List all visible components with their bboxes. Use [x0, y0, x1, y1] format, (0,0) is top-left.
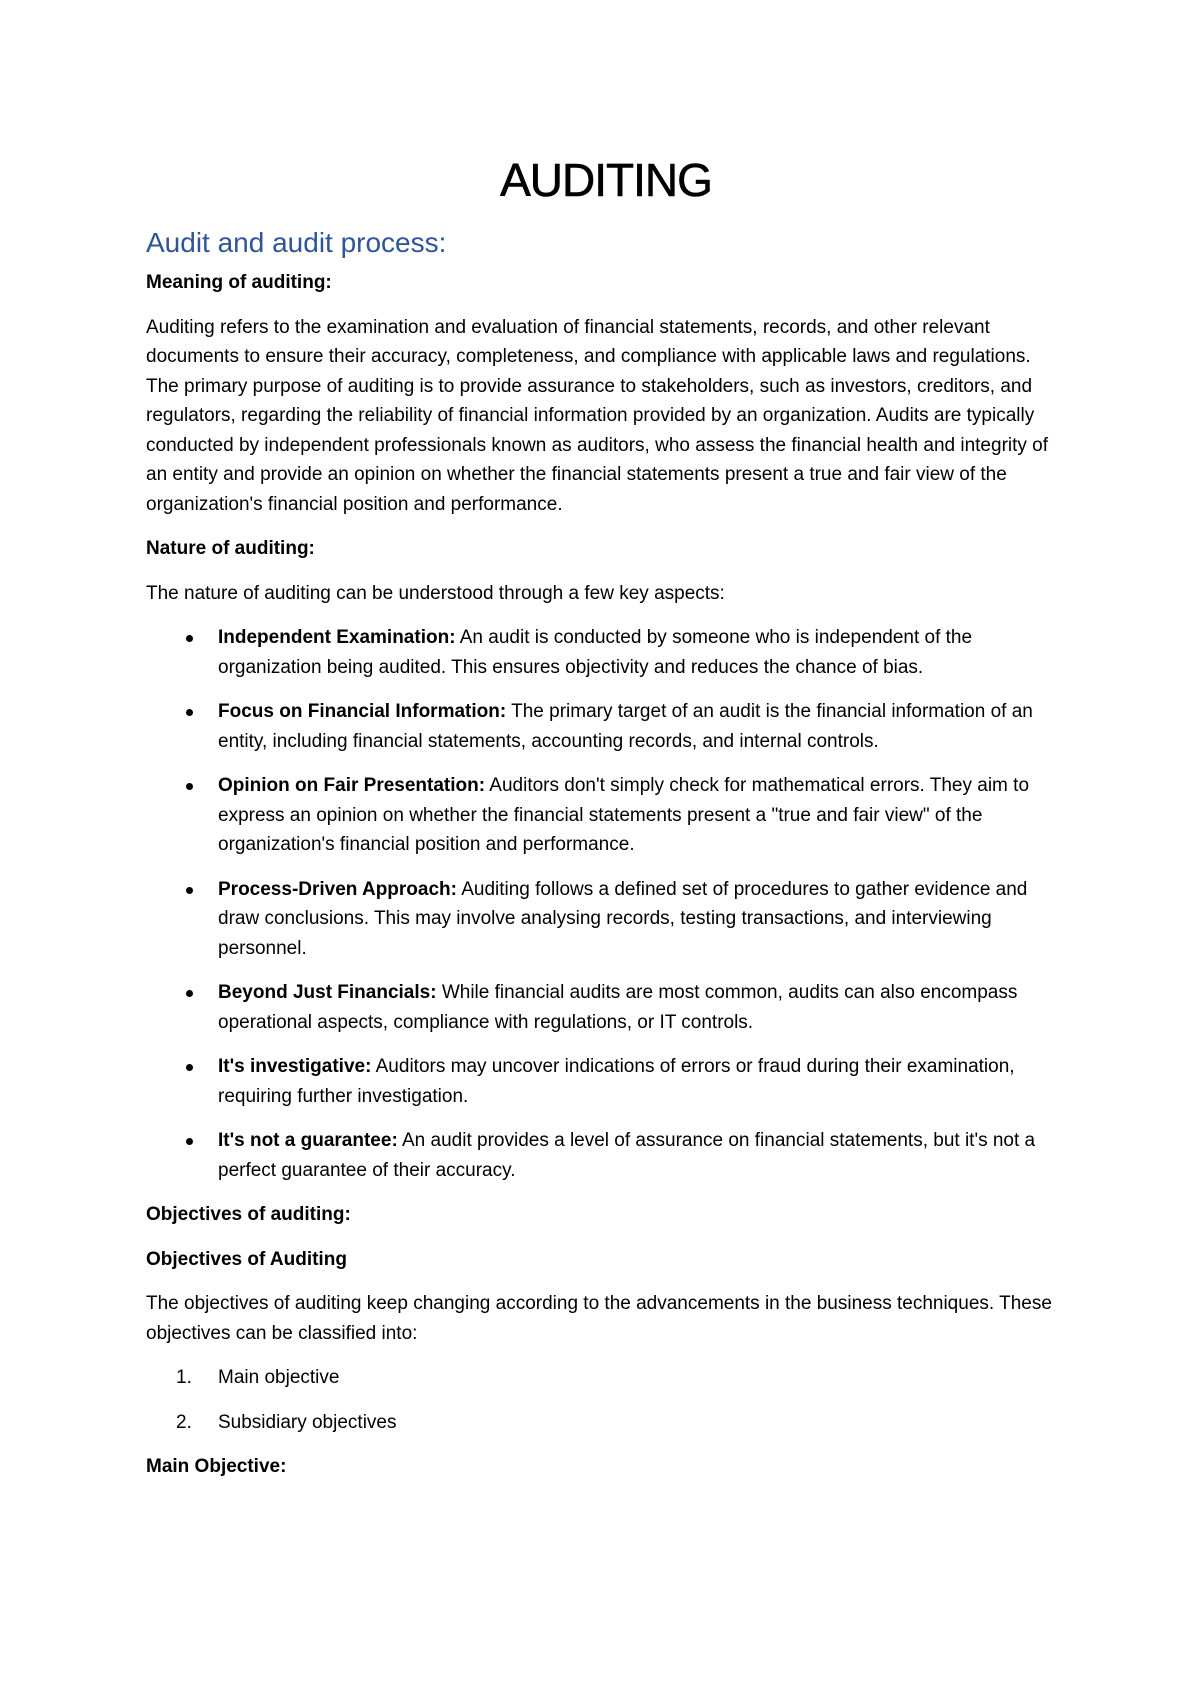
- nature-heading: Nature of auditing:: [146, 538, 315, 559]
- bullet-icon: [186, 990, 193, 997]
- list-item: [146, 875, 1066, 964]
- bullet-icon: [186, 709, 193, 716]
- aspect-text: Auditors may uncover indications of errors or fraud during their examination, requiring further investigation.: [218, 1056, 1015, 1107]
- bullet-icon: [186, 635, 193, 642]
- list-item: [146, 697, 1066, 756]
- list-number: 2.: [176, 1411, 192, 1433]
- list-item: [146, 1408, 1066, 1438]
- meaning-heading: Meaning of auditing:: [146, 272, 332, 293]
- aspect-text: An audit provides a level of assurance on financial statements, but it's not a perfect guarantee of their accuracy.: [218, 1130, 1036, 1181]
- document-title: AUDITING: [500, 154, 712, 206]
- objectives-paragraph: The objectives of auditing keep changing according to the advancements in the business techniques. These objectives can be classified into:: [146, 1293, 1052, 1344]
- section-heading-audit-process: Audit and audit process:: [146, 227, 447, 258]
- aspect-term: It's investigative:: [218, 1056, 372, 1077]
- aspect-text: The primary target of an audit is the financial information of an entity, including financial statements, accounting records, and internal controls.: [218, 701, 1033, 752]
- nature-intro: The nature of auditing can be understood through a few key aspects:: [146, 582, 725, 604]
- aspect-term: Focus on Financial Information:: [218, 701, 507, 722]
- document-body: [146, 150, 1066, 1497]
- aspect-text: Auditors don't simply check for mathematical errors. They aim to express an opinion on whether the financial statements present a "true and fair view" of the organization's financial position and performance.: [218, 775, 1030, 855]
- aspect-term: Independent Examination:: [218, 627, 456, 648]
- meaning-paragraph: Auditing refers to the examination and evaluation of financial statements, records, and other relevant documents to ensure their accuracy, completeness, and compliance with applicable laws and regulations. The primary purpose of auditing is to provide assurance to stakeholders, such as investors, creditors, and regulators, regarding the reliability of financial information provided by an organization. Audits are typically conducted by independent professionals known as auditors, who assess the financial health and integrity of an entity and provide an opinion on whether the financial statements present a true and fair view of the organization's financial position and performance.: [146, 316, 1049, 515]
- aspect-text: While financial audits are most common, audits can also encompass operational aspects, compliance with regulations, or IT controls.: [218, 982, 1018, 1033]
- aspect-text: An audit is conducted by someone who is independent of the organization being audited. This ensures objectivity and reduces the chance of bias.: [218, 627, 973, 678]
- aspect-term: Process-Driven Approach:: [218, 878, 457, 900]
- objectives-heading: Objectives of auditing:: [146, 1204, 351, 1225]
- list-item: [146, 978, 1066, 1037]
- aspect-term: Opinion on Fair Presentation:: [218, 775, 486, 796]
- objectives-list: [146, 1363, 1066, 1437]
- bullet-icon: [186, 1138, 193, 1145]
- bullet-icon: [186, 887, 193, 894]
- objectives-subheading: Objectives of Auditing: [146, 1248, 347, 1270]
- list-item: [146, 1052, 1066, 1111]
- aspect-text: Auditing follows a defined set of procedures to gather evidence and draw conclusions. This may involve analysing records, testing transactions, and interviewing personnel.: [218, 878, 1028, 959]
- nature-aspects-list: [146, 623, 1066, 1185]
- aspect-term: Beyond Just Financials:: [218, 982, 437, 1003]
- main-objective-heading: Main Objective:: [146, 1456, 287, 1477]
- bullet-icon: [186, 1064, 193, 1071]
- list-item: [146, 623, 1066, 682]
- objective-text: Main objective: [218, 1367, 340, 1388]
- list-item: [146, 1126, 1066, 1185]
- objective-text: Subsidiary objectives: [218, 1411, 397, 1433]
- aspect-term: It's not a guarantee:: [218, 1130, 398, 1151]
- bullet-icon: [186, 783, 193, 790]
- list-number: 1.: [176, 1367, 192, 1388]
- list-item: [146, 1363, 1066, 1393]
- list-item: [146, 771, 1066, 860]
